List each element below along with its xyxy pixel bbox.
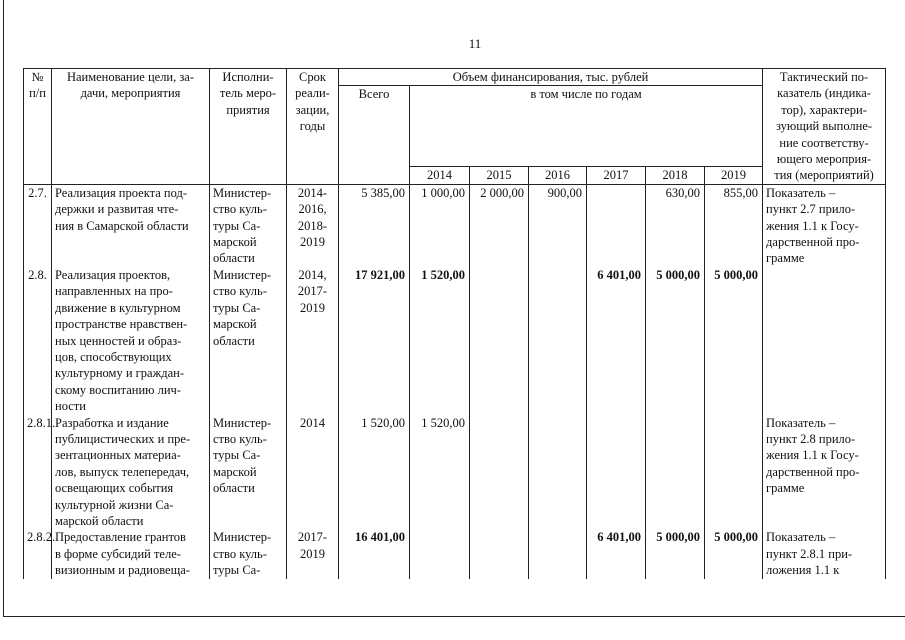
row-name: Предоставление грантов в форме субсидий теле- визионным и радиовеща- [52,529,210,578]
row-2017 [587,184,646,267]
header-num: № п/п [24,69,52,185]
table-body [24,184,886,578]
row-total: 16 401,00 [339,529,410,578]
row-term: 2014 [287,415,339,530]
row-executor: Министер- ство куль- туры Са- марской области [210,415,287,530]
row-2019: 5 000,00 [705,529,763,578]
header-total: Всего [339,86,410,184]
row-total: 5 385,00 [339,184,410,267]
header-term: Срок реали- зации, годы [287,69,339,185]
row-2019 [705,415,763,530]
row-indicator: Показатель – пункт 2.8.1 при- ложения 1.1 к [763,529,886,578]
header-year-2015: 2015 [470,167,529,184]
table-header [24,69,886,185]
row-2014: 1 520,00 [410,415,470,530]
row-2014 [410,529,470,578]
row-num: 2.8. [24,267,52,415]
row-2017: 6 401,00 [587,529,646,578]
row-indicator [763,267,886,415]
row-term: 2014, 2017- 2019 [287,267,339,415]
header-name: Наименование цели, за- дачи, мероприятия [52,69,210,185]
row-num: 2.7. [24,184,52,267]
header-executor: Исполни- тель меро- приятия [210,69,287,185]
row-name: Реализация проекта под- держки и развитая чте- ния в Самарской области [52,184,210,267]
row-executor: Министер- ство куль- туры Са- марской области [210,184,287,267]
row-2016 [529,415,587,530]
row-2014: 1 000,00 [410,184,470,267]
row-term: 2017- 2019 [287,529,339,578]
row-total: 1 520,00 [339,415,410,530]
row-2017 [587,415,646,530]
table-row [24,529,886,578]
row-2014: 1 520,00 [410,267,470,415]
header-year-2019: 2019 [705,167,763,184]
header-year-2018: 2018 [646,167,705,184]
row-2016: 900,00 [529,184,587,267]
row-2015: 2 000,00 [470,184,529,267]
table-row [24,267,886,415]
row-num: 2.8.2. [24,529,52,578]
row-2016 [529,267,587,415]
row-2015 [470,415,529,530]
row-indicator: Показатель – пункт 2.8 прило- жения 1.1 к Госу- дарственной про- грамме [763,415,886,530]
row-2017: 6 401,00 [587,267,646,415]
row-2018: 630,00 [646,184,705,267]
row-total: 17 921,00 [339,267,410,415]
header-indicator: Тактический по- казатель (индика- тор), характери- зующий выполне- ние соответству- ющего мероприя- тия (мероприятий) [763,69,886,185]
row-2019: 855,00 [705,184,763,267]
row-2018: 5 000,00 [646,529,705,578]
row-2015 [470,267,529,415]
page-frame-bottom-line [3,616,905,617]
row-2018 [646,415,705,530]
table-row [24,184,886,267]
header-by-years: в том числе по годам [410,86,763,167]
row-indicator: Показатель – пункт 2.7 прило- жения 1.1 к Госу- дарственной про- грамме [763,184,886,267]
row-2016 [529,529,587,578]
row-num: 2.8.1. [24,415,52,530]
row-name: Реализация проектов, направленных на про- движение в культурном пространстве нравствен- ных ценностей и образ- цов, способствующих культурному и граждан- скому воспитанию лич- ности [52,267,210,415]
header-year-2017: 2017 [587,167,646,184]
row-term: 2014- 2016, 2018- 2019 [287,184,339,267]
row-2019: 5 000,00 [705,267,763,415]
table-row [24,415,886,530]
row-name: Разработка и издание публицистических и пре- зентационных материа- лов, выпуск телепередач, освещающих события культурной жизни Са- марской области [52,415,210,530]
header-funding: Объем финансирования, тыс. рублей [339,69,763,86]
header-year-2014: 2014 [410,167,470,184]
row-executor: Министер- ство куль- туры Са- [210,529,287,578]
page-number: 11 [468,36,482,51]
row-2018: 5 000,00 [646,267,705,415]
header-year-2016: 2016 [529,167,587,184]
row-2015 [470,529,529,578]
row-executor: Министер- ство куль- туры Са- марской области [210,267,287,415]
funding-table [23,68,886,579]
funding-table-wrapper [23,68,885,579]
page-frame-left-line [3,0,4,616]
